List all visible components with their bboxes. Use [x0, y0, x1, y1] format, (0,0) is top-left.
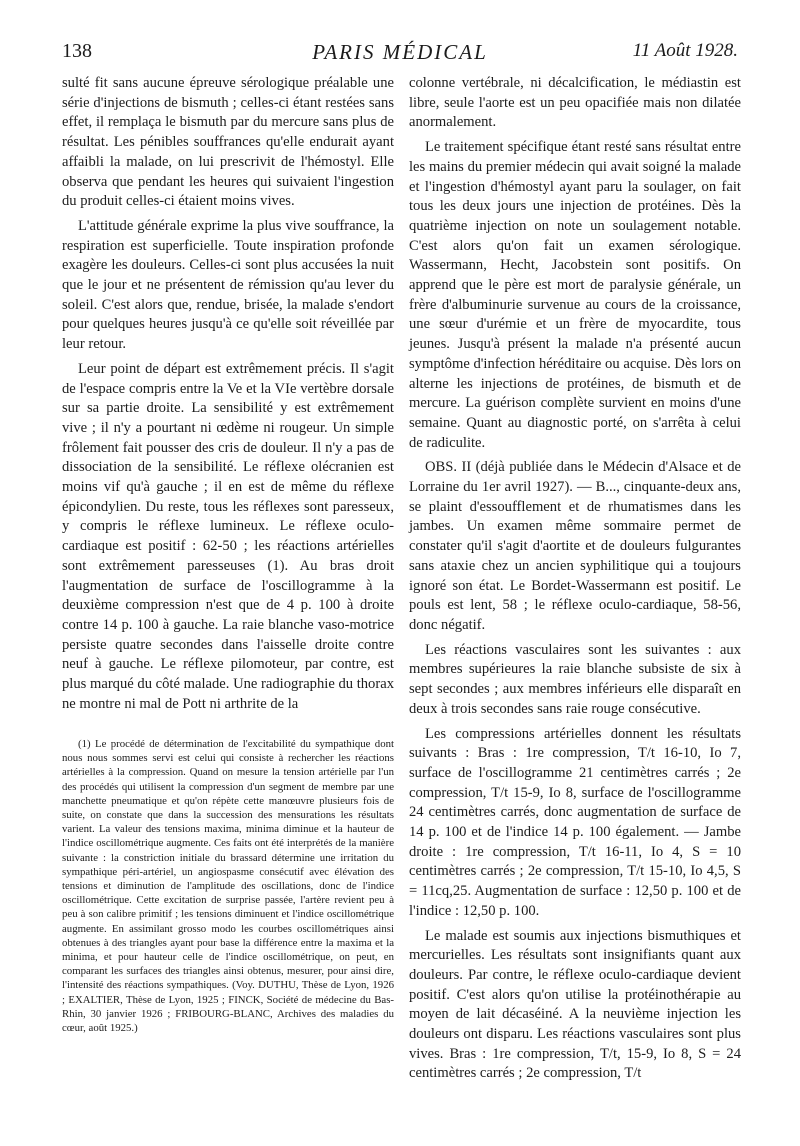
page-number: 138	[62, 40, 92, 62]
left-paragraph-1: sulté fit sans aucune épreuve sérologique préalable une série d'injections de bismuth ; celles-ci étant restées sans effet, il remplaça le bismuth par du mercure sans plus de résultat. Les pénibles souffrances qu'elle endurait ayant affaibli la malade, on lui prescrivit de l'hémostyl. Elle observa que pendant les heures qui suivaient l'ingestion du produit celles-ci étaient moins vives.	[62, 75, 394, 210]
right-paragraph-6: Le malade est soumis aux injections bismuthiques et mercurielles. Les résultats sont insignifiants quant aux douleurs. Par contre, le réflexe oculo-cardiaque devient positif. C'est alors qu'on utilise la protéinothérapie au moyen de lait décaséiné. A la neuvième injection les douleurs ont disparu. Les réactions vasculaires sont plus vives. Bras : 1re compression, T/t, 15-9, Io 8, S = 24 centimètres carrés ; 2e compression, T/t	[409, 927, 741, 1082]
right-paragraph-5: Les compressions artérielles donnent les résultats suivants : Bras : 1re compression, T/t 16-10, Io 7, surface de l'oscillogramme 21 centimètres carrés ; 2e compression, T/t 15-9, Io 8, surface de l'oscillogramme 24 centimètres carrés, donc augmentation de surface de 14 p. 100 et de l'indice 14 p. 100 également. — Jambe droite : 1re compression, T/t 16-11, Io 4, S = 10 centimètres carrés ; 2e compression, T/t 15-10, Io 4,5, S = 11cq,25. Augmentation de surface : 12,50 p. 100 et de l'indice : 12,50 p. 100.	[409, 725, 741, 919]
footnote-1: (1) Le procédé de détermination de l'excitabilité du sympathique dont nous nous sommes servi est celui qui consiste à rechercher les réactions artérielles à la compression. Quand on mesure la tension artérielle par l'un des procédés qui utilisent la compression d'un segment de membre par une manchette pneumatique et qu'on répète cette manœuvre plusieurs fois de suite, on constate que dans la succession des mensurations les résultats varient. La valeur des tensions maxima, minima diminue et la hauteur de l'indice oscillométrique augmente. Ces faits ont été interprétés de la manière suivante : la constriction initiale du brassard détermine une irritation du sympathique péri-artériel, un angiospasme consécutif avec élévation des tensions et diminution de l'amplitude des oscillations, donc de l'indice oscillométrique. Cette excitation de surprise passée, l'artère revient peu à peu à son calibre primitif ; les tensions diminuent et l'indice oscillométrique augmente. En assimilant grosso modo les courbes oscillométriques ainsi obtenues à des triangles ayant pour base la différence entre la maxima et la minima, et pour hauteur celle de l'indice oscillométrique, on peut, en comparant les surfaces des triangles ainsi obtenus, mesurer, pour ainsi dire, l'intensité des réactions sympathiques. (Voy. DUTHU, Thèse de Lyon, 1926 ; EXALTIER, Thèse de Lyon, 1925 ; FINCK, Société de médecine du Bas-Rhin, 30 janvier 1926 ; FRIBOURG-BLANC, Archives des maladies du cœur, août 1925.)	[62, 738, 394, 1035]
journal-title: PARIS MÉDICAL	[312, 40, 488, 64]
left-paragraph-2: L'attitude générale exprime la plus vive souffrance, la respiration est superficielle. Toute inspiration profonde exagère les douleurs. Celles-ci sont plus accusées la nuit que le jour et ne présentent de rémission qu'au lever du soleil. C'est alors que, rendue, brisée, la malade s'endort pour quelques heures jusqu'à ce qu'elle soit réveillée par leur retour.	[62, 217, 394, 353]
issue-date: 11 Août 1928.	[632, 40, 738, 61]
running-header	[62, 40, 738, 74]
right-paragraph-2: Le traitement spécifique étant resté sans résultat entre les mains du premier médecin qui avait soigné la malade et l'ingestion d'hémostyl ayant paru la soulager, on fait tous les deux jours une injection de protéines. Dès la quatrième injection on note un soulagement notable. C'est alors qu'on fait un examen sérologique. Wassermann, Hecht, Jacobstein sont positifs. On apprend que le père est mort de paralysie générale, un frère d'albuminurie survenue au cours de la croissance, une sœur d'urémie et un frère de myocardite, tous jeunes. Jusqu'à présent la malade n'a présenté aucun symptôme d'infection héréditaire ou acquise. Dès lors on alterne les injections de protéines, de bismuth et de mercure. La guérison complète survient en moins d'une semaine. Quant au diagnostic porté, on s'arrêta à celui de radiculite.	[409, 139, 741, 451]
left-column	[62, 74, 394, 715]
right-column	[409, 74, 741, 1084]
right-paragraph-1: colonne vertébrale, ni décalcification, le médiastin est libre, seule l'aorte est un peu opacifiée mais non dilatée anormalement.	[409, 75, 741, 131]
footnotes	[62, 737, 394, 1035]
right-paragraph-4: Les réactions vasculaires sont les suivantes : aux membres supérieures la raie blanche subsiste de six à sept secondes ; aux membres inférieurs elle disparaît en deux à trois secondes sans raie rouge consécutive.	[409, 641, 741, 717]
right-paragraph-3: OBS. II (déjà publiée dans le Médecin d'Alsace et de Lorraine du 1er avril 1927). — B..., cinquante-deux ans, se plaint d'essoufflement et de rhumatismes dans les jambes. Un examen même sommaire permet de constater qu'il s'agit d'aortite et de douleurs fulgurantes sans ataxie chez un ancien syphilitique qui a toujours ignoré son état. Le Bordet-Wassermann est positif. Le pouls est lent, 58 ; le réflexe oculo-cardiaque, 58-56, donc négatif.	[409, 459, 741, 633]
left-paragraph-3: Leur point de départ est extrêmement précis. Il s'agit de l'espace compris entre la Ve et la VIe vertèbre dorsale sur sa partie droite. La sensibilité y est extrêmement vive ; il n'y a pourtant ni œdème ni rougeur. Un simple frôlement fait pousser des cris de douleur. Il n'y a pas de dissociation de la sensibilité. Le réflexe olécranien est moins vif qu'à gauche ; il en est de même du réflexe épicondylien. Du reste, tous les réflexes sont paresseux, y compris le réflexe lumineux. Le réflexe oculo-cardiaque est positif : 62-50 ; les réactions artérielles sont extrêmement paresseuses (1). Au bras droit l'augmentation de surface de l'oscillogramme à la deuxième compression n'est que de 4 p. 100 à droite contre 14 p. 100 à gauche. La raie blanche vaso-motrice persiste quatre secondes dans l'aisselle droite contre neuf à gauche. Le réflexe pilomoteur, par contre, est plus marqué du côté malade. Une radiographie du thorax ne montre ni mal de Pott ni arthrite de la	[62, 360, 394, 712]
